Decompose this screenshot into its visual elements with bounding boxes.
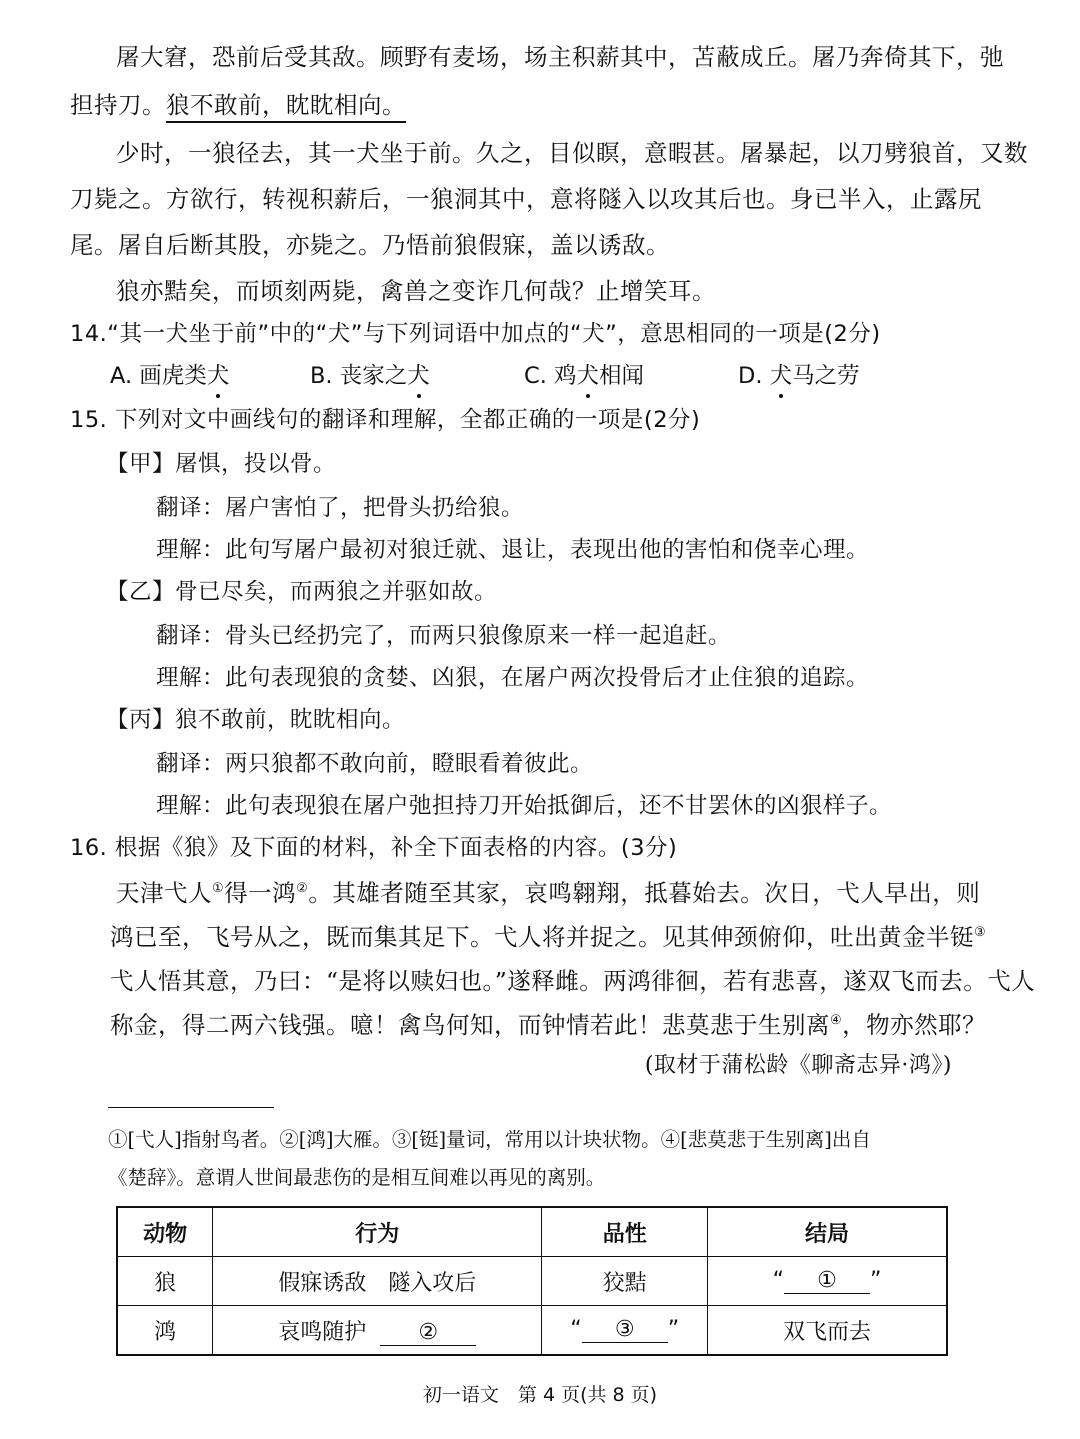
material-line-4-b: ，物亦然耶？: [842, 1011, 987, 1039]
q14-option-c: [524, 358, 644, 390]
q15-bing-translation: 翻译：两只狼都不敢向前，瞪眼看着彼此。: [156, 751, 594, 777]
table-header-behavior: 行为: [213, 1207, 542, 1257]
material-line-4: [110, 1006, 986, 1040]
material-source: (取材于蒲松龄《聊斋志异·鸿》): [644, 1053, 952, 1078]
q15-yi-translation: 翻译：骨头已经扔完了，而两只狼像原来一样一起追赶。: [156, 623, 732, 649]
close-quote: ”: [870, 1268, 882, 1293]
material-line-1-b: 得一鸿: [224, 879, 297, 907]
answer-blank-3[interactable]: ③: [582, 1317, 668, 1343]
q14-option-c-text-2: 相闻: [599, 363, 645, 389]
answer-table: [116, 1206, 948, 1356]
table-cell-behavior: [213, 1306, 542, 1356]
q15-bing-understanding: 理解：此句表现狼在屠户弛担持刀开始抵御后，还不甘罢休的凶狠样子。: [156, 793, 893, 819]
q14-option-c-dotted: 犬: [576, 363, 600, 389]
passage-line-2-text: 担持刀。: [70, 91, 166, 119]
q15-yi: 【乙】骨已尽矣，而两狼之并驱如故。: [106, 579, 498, 605]
q15-jia-translation: 翻译：屠户害怕了，把骨头扔给狼。: [156, 495, 525, 521]
passage-line-4: 刀毙之。方欲行，转视积薪后，一狼洞其中，意将隧入以攻其后也。身已半入，止露尻: [70, 185, 982, 213]
passage-line-5: 尾。屠自后断其股，亦毙之。乃悟前狼假寐，盖以诱敌。: [70, 231, 670, 259]
passage-line-2: [70, 86, 406, 120]
q15-jia: 【甲】屠惧，投以骨。: [106, 451, 337, 477]
passage-line-1: 屠大窘，恐前后受其敌。顾野有麦场，场主积薪其中，苫蔽成丘。屠乃奔倚其下，弛: [116, 43, 1004, 71]
q14-option-b-dotted: 犬: [407, 363, 430, 389]
table-row: [117, 1257, 947, 1306]
material-line-3: 弋人悟其意，乃曰：“是将以赎妇也。”遂释雌。两鸿徘徊，若有悲喜，遂双飞而去。弋人: [110, 967, 1036, 995]
answer-blank-1[interactable]: ①: [784, 1268, 870, 1294]
table-cell-behavior-text: 哀鸣随护: [278, 1319, 367, 1345]
table-header-trait: 品性: [542, 1207, 708, 1257]
q14-option-a: [110, 358, 229, 390]
q14-option-a-text: A. 画虎类: [110, 363, 207, 389]
table-cell-behavior: 假寐诱敌 隧入攻后: [213, 1257, 542, 1306]
footnote-line-1: ①[弋人]指射鸟者。②[鸿]大雁。③[铤]量词，常用以计块状物。④[悲莫悲于生别离]出自: [108, 1128, 871, 1151]
table-cell-ending: 双飞而去: [708, 1306, 947, 1356]
material-line-2-a: 鸿已至，飞号从之，既而集其足下。弋人将并捉之。见其伸颈俯仰，吐出黄金半铤: [110, 923, 974, 951]
page-footer: 初一语文 第 4 页(共 8 页): [422, 1384, 658, 1406]
material-line-1-a: 天津弋人: [116, 879, 212, 907]
open-quote: “: [570, 1317, 582, 1342]
q15-jia-understanding: 理解：此句写屠户最初对狼迁就、退让，表现出他的害怕和侥幸心理。: [156, 537, 870, 563]
table-cell-trait: [542, 1306, 708, 1356]
q14-option-d-text-2: 马之劳: [792, 363, 860, 389]
q14-option-c-text: C. 鸡: [524, 363, 577, 389]
table-header-row: [117, 1207, 947, 1257]
footnote-line-2: 《楚辞》。意谓人世间最悲伤的是相互间难以再见的离别。: [108, 1166, 606, 1189]
q14-option-b-text: B. 丧家之: [310, 363, 408, 389]
table-cell-ending: [708, 1257, 947, 1306]
material-line-2: [110, 918, 986, 952]
q15-bing: 【丙】狼不敢前，眈眈相向。: [106, 707, 406, 733]
question-16-stem: 16. 根据《狼》及下面的材料，补全下面表格的内容。(3分): [70, 835, 678, 861]
passage-line-6: 狼亦黠矣，而顷刻两毙，禽兽之变诈几何哉？止增笑耳。: [116, 277, 716, 305]
q15-yi-understanding: 理解：此句表现狼的贪婪、凶狠，在屠户两次投骨后才止住狼的追踪。: [156, 665, 870, 691]
table-cell-animal: 鸿: [117, 1306, 213, 1356]
footnote-ref-1: ①: [212, 881, 225, 897]
open-quote: “: [772, 1268, 785, 1293]
close-quote: ”: [667, 1317, 680, 1342]
question-15-stem: 15. 下列对文中画线句的翻译和理解，全都正确的一项是(2分): [70, 407, 701, 433]
footnote-divider: [108, 1107, 274, 1108]
answer-blank-2[interactable]: ②: [380, 1320, 476, 1346]
footnote-ref-3: ③: [974, 925, 987, 941]
material-line-1-c: 。其雄者随至其家，哀鸣翱翔，抵暮始去。次日，弋人早出，则: [308, 879, 981, 907]
underlined-sentence-bing: 狼不敢前，眈眈相向。: [166, 91, 406, 123]
q14-option-b: [310, 358, 430, 390]
material-line-4-a: 称金，得二两六钱强。噫！禽鸟何知，而钟情若此！悲莫悲于生别离: [110, 1011, 830, 1039]
table-cell-trait: 狡黠: [542, 1257, 708, 1306]
material-line-1: [116, 874, 980, 908]
q14-option-d: [738, 358, 860, 390]
table-header-ending: 结局: [708, 1207, 947, 1257]
footnote-ref-2: ②: [296, 881, 309, 897]
footnote-ref-4: ④: [830, 1013, 843, 1029]
q14-option-a-dotted: 犬: [206, 363, 230, 389]
table-cell-animal: 狼: [117, 1257, 213, 1306]
passage-line-3: 少时，一狼径去，其一犬坐于前。久之，目似瞑，意暇甚。屠暴起，以刀劈狼首，又数: [116, 139, 1028, 167]
q14-option-d-text: D.: [738, 363, 770, 389]
question-14-stem: 14.“其一犬坐于前”中的“犬”与下列词语中加点的“犬”，意思相同的一项是(2分): [70, 321, 881, 347]
q14-option-d-dotted: 犬: [769, 363, 793, 389]
table-header-animal: 动物: [117, 1207, 213, 1257]
table-row: [117, 1306, 947, 1356]
